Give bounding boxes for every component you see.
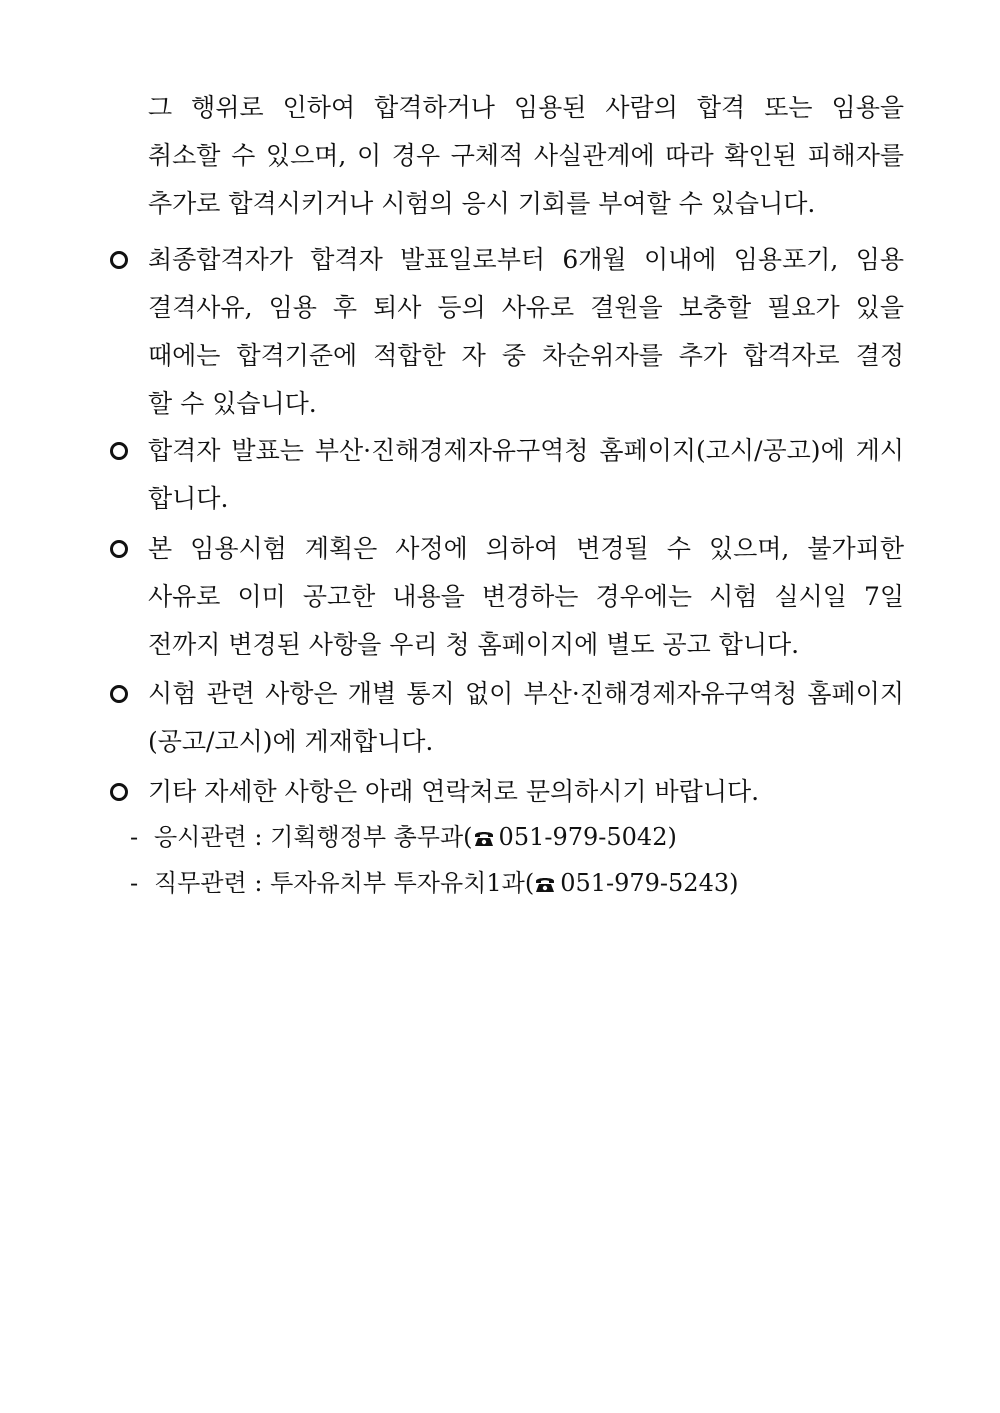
hollow-circle-bullet-icon — [108, 440, 130, 462]
paragraph-line: 할 수 있습니다. — [148, 389, 317, 418]
hollow-circle-bullet-icon — [108, 249, 130, 271]
paragraph-line: 본 임용시험 계획은 사정에 의하여 변경될 수 있으며, 불가피한 — [148, 534, 904, 563]
paragraph-line: 최종합격자가 합격자 발표일로부터 6개월 이내에 임용포기, 임용 — [148, 245, 904, 274]
contact-line-duty — [130, 863, 738, 903]
paragraph-line: 때에는 합격기준에 적합한 자 중 차순위자를 추가 합격자로 결정 — [148, 341, 904, 370]
paragraph-line: 합격자 발표는 부산·진해경제자유구역청 홈페이지(고시/공고)에 게시 — [148, 436, 904, 465]
contact-phone-number: 051-979-5243) — [560, 869, 739, 897]
contact-label: 직무관련 : 투자유치부 투자유치1과( — [154, 869, 535, 897]
telephone-icon — [473, 819, 495, 859]
paragraph-line: 합니다. — [148, 484, 229, 513]
contact-dash: - — [130, 869, 139, 897]
paragraph-line: 취소할 수 있으며, 이 경우 구체적 사실관계에 따라 확인된 피해자를 — [148, 141, 904, 170]
paragraph-line: 전까지 변경된 사항을 우리 청 홈페이지에 별도 공고 합니다. — [148, 630, 800, 659]
paragraph-line: 그 행위로 인하여 합격하거나 임용된 사람의 합격 또는 임용을 — [148, 93, 904, 122]
contact-dash: - — [130, 823, 139, 851]
hollow-circle-bullet-icon — [108, 538, 130, 560]
paragraph-line: 시험 관련 사항은 개별 통지 없이 부산·진해경제자유구역청 홈페이지 — [148, 679, 904, 708]
hollow-circle-bullet-icon — [108, 781, 130, 803]
contact-label: 응시관련 : 기획행정부 총무과( — [154, 823, 473, 851]
paragraph-line: 기타 자세한 사항은 아래 연락처로 문의하시기 바랍니다. — [148, 777, 760, 806]
paragraph-line: (공고/고시)에 게재합니다. — [148, 727, 434, 756]
paragraph-line: 사유로 이미 공고한 내용을 변경하는 경우에는 시험 실시일 7일 — [148, 582, 904, 611]
paragraph-line: 추가로 합격시키거나 시험의 응시 기회를 부여할 수 있습니다. — [148, 189, 816, 218]
paragraph-line: 결격사유, 임용 후 퇴사 등의 사유로 결원을 보충할 필요가 있을 — [148, 293, 904, 322]
telephone-icon — [534, 865, 556, 905]
contact-phone-number: 051-979-5042) — [498, 823, 677, 851]
contact-line-exam — [130, 817, 677, 857]
hollow-circle-bullet-icon — [108, 683, 130, 705]
